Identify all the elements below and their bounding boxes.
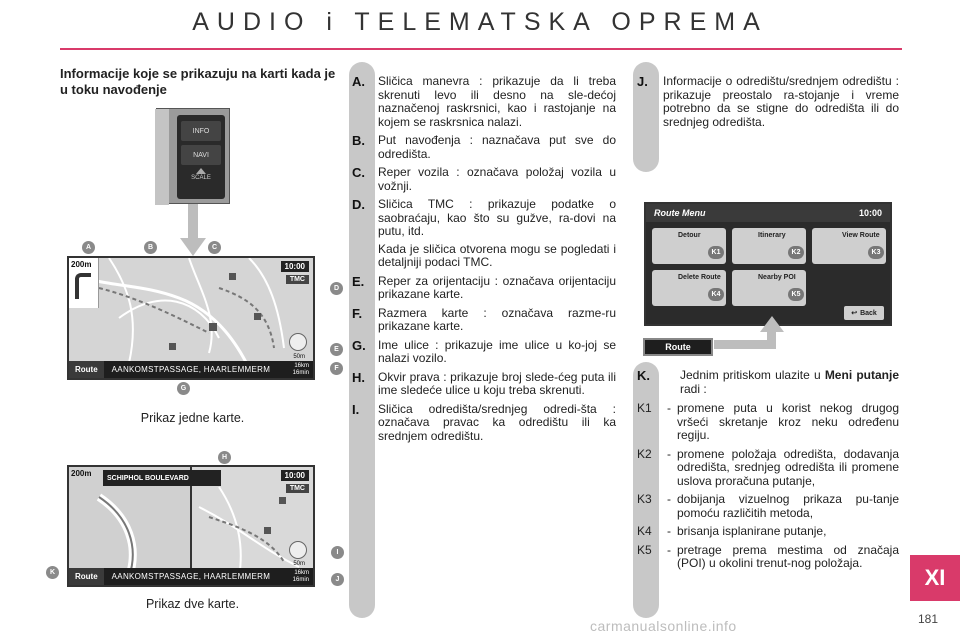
menu-button-view-route[interactable]: View Route K3 — [812, 228, 886, 264]
menu-button-nearby-poi[interactable]: Nearby POI K5 — [732, 270, 806, 306]
item-letter: D. — [352, 197, 365, 212]
eta-time: 16min — [292, 369, 309, 376]
map-scale: 50m — [293, 354, 305, 360]
item-e — [352, 275, 616, 302]
item-letter: I. — [352, 401, 360, 417]
item-g — [352, 339, 616, 366]
item-k-text-end: radi : — [680, 381, 707, 396]
clock: 10:00 — [281, 470, 309, 481]
back-icon: ↩ — [851, 310, 858, 317]
item-text: Sličica odredišta/srednjeg odredi-šta : označava pravac ka odredištu ili ka srednjem odredištu. — [378, 401, 616, 443]
callout-k5: K5 — [788, 288, 804, 301]
caption-single-map: Prikaz jedne karte. — [140, 411, 245, 425]
item-text: Ime ulice : prikazuje ime ulice u ko-joj se nalazi vozilo. — [378, 337, 616, 365]
device-dial — [155, 109, 169, 205]
maneuver-distance: 200m — [71, 469, 92, 478]
k-list-item: K4 - brisanja isplanirane putanje, — [637, 524, 827, 538]
item-k-bold: Meni putanje — [824, 368, 900, 382]
item-letter: B. — [352, 133, 365, 148]
item-letter: H. — [352, 369, 365, 385]
street-name: AANKOMSTPASSAGE, HAARLEMMERM — [111, 365, 271, 374]
callout-g: G — [177, 382, 190, 395]
item-text: Informacije o odredištu/srednjem odredištu : prikazuje preostalo ra-stojanje i vreme potrebno da se stigne do odredišta ili do srednjeg odredišta. — [663, 74, 899, 129]
callout-b: B — [144, 241, 157, 254]
info-button[interactable]: INFO — [181, 121, 221, 141]
navi-button[interactable]: NAVI — [181, 145, 221, 165]
callout-i: I — [331, 546, 344, 559]
callout-k2: K2 — [788, 246, 804, 259]
back-button[interactable]: ↩ Back — [844, 306, 884, 320]
title-rule — [60, 48, 902, 50]
callout-k3: K3 — [868, 246, 884, 259]
next-street-box — [103, 470, 221, 486]
item-c — [352, 166, 616, 193]
k-list-item: K2 - promene položaja odredišta, dodavanja odredišta, srednjeg odredišta ili promene uslova proračuna putanje, — [637, 446, 899, 488]
arrow-up-head — [760, 316, 784, 332]
device-button-panel — [156, 108, 230, 204]
callout-c: C — [208, 241, 221, 254]
k-list-item: K3 - dobijanja vizuelnog prikaza pu-tanje pomoću različitih metoda, — [637, 492, 899, 520]
watermark: carmanualsonline.info — [590, 618, 737, 634]
item-text: Reper vozila : označava položaj vozila u vožnji. — [378, 165, 616, 193]
item-letter: K. — [637, 368, 650, 383]
map-scale: 50m — [293, 561, 305, 567]
arrow-connector-up — [767, 330, 776, 348]
clock: 10:00 — [858, 208, 882, 218]
item-letter: E. — [352, 273, 365, 289]
item-text: Okvir prava : prikazuje broj slede-ćeg puta ili ime sledeće ulice u koju treba skrenuti. — [378, 369, 616, 397]
item-text: Sličica manevra : prikazuje da li treba skrenuti levo ili desno na sle-dećoj naznačenoj raskrsnici, kao i rastojanje na kojem se raskrsnica nalazi. — [378, 74, 616, 129]
street-name: AANKOMSTPASSAGE, HAARLEMMERM — [111, 572, 271, 581]
map1-roads — [69, 258, 313, 378]
item-letter: J. — [637, 74, 648, 89]
item-text: Sličica TMC : prikazuje podatke o saobraćaju, kao što su gužve, ra-dovi na putu, itd. — [378, 197, 616, 238]
page-number: 181 — [918, 612, 939, 626]
item-letter: C. — [352, 165, 365, 180]
k-list-item: K1 - promene puta u korist nekog drugog vršeći skretanje kroz neku određenu regiju. — [637, 401, 899, 442]
menu-button-delete-route[interactable]: Delete Route K4 — [652, 270, 726, 306]
callout-j: J — [331, 573, 344, 586]
item-f — [352, 307, 616, 334]
k-list-item: K5 - pretrage prema mestima od značaja (POI) u okolini trenut-nog položaja. — [637, 542, 899, 570]
caption-dual-map: Prikaz dve karte. — [145, 597, 240, 611]
page-title: AUDIO i TELEMATSKA OPREMA — [192, 8, 768, 36]
item-j — [637, 75, 899, 134]
chapter-tab: XI — [910, 555, 960, 601]
tmc-icon[interactable]: TMC — [286, 275, 309, 284]
menu-button-itinerary[interactable]: Itinerary K2 — [732, 228, 806, 264]
item-d — [352, 198, 616, 270]
item-text-extra: Kada je sličica otvorena mogu se pogledati i detaljniji podaci TMC. — [378, 241, 616, 269]
item-text: Reper za orijentaciju : označava orijentaciju prikazane karte. — [378, 273, 616, 301]
dual-map-screen — [67, 465, 315, 587]
callout-k4: K4 — [708, 288, 724, 301]
callout-d: D — [330, 282, 343, 295]
callout-f: F — [330, 362, 343, 375]
eta-distance: 16km — [294, 362, 309, 369]
items-left — [352, 75, 616, 448]
item-text: Put navođenja : naznačava put sve do odredišta. — [378, 133, 616, 161]
tmc-icon[interactable]: TMC — [286, 484, 309, 493]
item-letter: G. — [352, 337, 366, 353]
callout-k1: K1 — [708, 246, 724, 259]
scale-button[interactable]: SCALE — [191, 175, 211, 181]
maneuver-panel — [69, 258, 99, 308]
route-menu-header — [646, 204, 890, 222]
item-k-text: Jednim pritiskom ulazite u — [680, 368, 825, 382]
callout-e: E — [330, 343, 343, 356]
status-bar — [69, 568, 313, 585]
route-menu-screen — [644, 202, 892, 326]
item-b — [352, 134, 616, 161]
clock: 10:00 — [281, 261, 309, 272]
next-street-name: SCHIPHOL BOULEVARD — [107, 474, 189, 482]
route-button[interactable]: Route — [69, 568, 104, 585]
eta-distance: 16km — [294, 569, 309, 576]
item-letter: A. — [352, 74, 365, 89]
item-text: Razmera karte : označava razme-ru prikazane karte. — [378, 305, 616, 333]
item-h — [352, 371, 616, 398]
maneuver-distance: 200m — [71, 260, 92, 269]
route-hardware-button[interactable]: Route — [643, 338, 713, 356]
arrow-down-head — [180, 238, 206, 256]
section-heading: Informacije koje se prikazuju na karti kada je u toku navođenje — [60, 66, 336, 97]
compass-icon — [289, 541, 307, 559]
callout-h: H — [218, 451, 231, 464]
item-k — [637, 369, 899, 576]
item-a — [352, 75, 616, 129]
status-bar — [69, 361, 313, 378]
chevron-up-icon — [196, 168, 206, 174]
menu-button-detour[interactable]: Detour K1 — [652, 228, 726, 264]
callout-k: K — [46, 566, 59, 579]
compass-icon — [289, 333, 307, 351]
route-menu-title: Route Menu — [654, 208, 706, 218]
callout-a: A — [82, 241, 95, 254]
turn-arrow-icon — [75, 273, 91, 299]
single-map-screen — [67, 256, 315, 380]
item-letter: F. — [352, 305, 363, 321]
eta-time: 16min — [292, 576, 309, 583]
route-button[interactable]: Route — [69, 361, 104, 378]
item-i — [352, 403, 616, 444]
